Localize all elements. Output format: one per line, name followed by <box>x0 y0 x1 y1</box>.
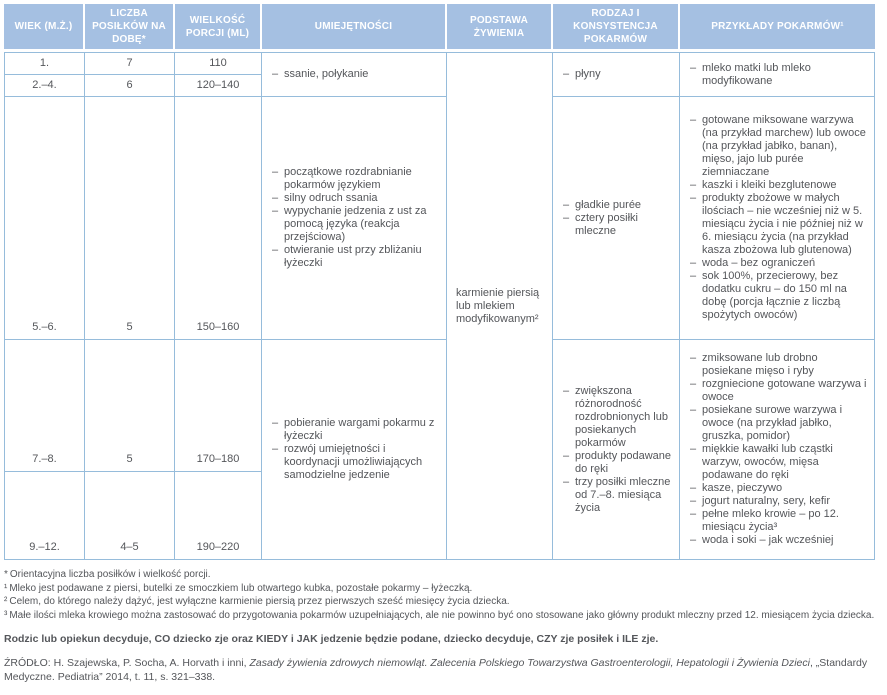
dash-bullet: – <box>690 534 697 546</box>
list-item: – produkty podawane do ręki <box>563 449 672 475</box>
portion-cell: 170–180 <box>175 340 262 472</box>
dash-bullet: – <box>690 257 697 269</box>
age-cell: 1. <box>4 52 85 75</box>
food-examples-cell-months-5-6 <box>680 97 875 340</box>
dash-bullet: – <box>690 192 697 204</box>
food-type-cell-months-5-6 <box>553 97 680 340</box>
dash-bullet: – <box>272 417 279 429</box>
portion-cell: 190–220 <box>175 472 262 560</box>
list-item: – gotowane miksowane warzywa (na przykład marchew) lub owoce (na przykład jabłko, banan), mięso, jajo lub purée ziemniaczane <box>690 114 866 178</box>
age-cell: 9.–12. <box>4 472 85 560</box>
dash-bullet: – <box>563 198 570 211</box>
dash-bullet: – <box>690 482 697 494</box>
food-examples-cell-months-7-12 <box>680 340 875 560</box>
footnote-2: ² Celem, do którego należy dążyć, jest wyłączne karmienie piersią przez pierwszych sześć miesięcy życia dziecka. <box>4 596 510 607</box>
table-row <box>4 52 875 75</box>
dash-bullet: – <box>690 404 697 416</box>
list-item: – cztery posiłki mleczne <box>563 211 638 237</box>
dash-bullet: – <box>690 495 697 507</box>
col-header-portion-size: WIELKOŚĆ PORCJI (ML) <box>175 4 262 52</box>
meals-cell: 7 <box>85 52 175 75</box>
list-item: – mleko matki lub mleko modyfikowane <box>690 61 811 87</box>
dash-bullet: – <box>690 179 697 191</box>
list-item: – miękkie kawałki lub cząstki warzyw, owoców, mięsa podawane do ręki <box>690 443 833 481</box>
dash-bullet: – <box>563 475 570 488</box>
source-prefix: ŹRÓDŁO: H. Szajewska, P. Socha, A. Horvath i inni, <box>4 657 250 669</box>
meals-cell: 4–5 <box>85 472 175 560</box>
dash-bullet: – <box>272 192 279 204</box>
list-item: – pobieranie wargami pokarmu z łyżeczki <box>272 417 435 442</box>
dash-bullet: – <box>690 352 697 364</box>
list-item: – pełne mleko krowie – po 12. miesiącu życia³ <box>690 508 839 533</box>
footnote-3: ³ Małe ilości mleka krowiego można zastosować do przygotowania pokarmów uzupełniających, ale nie powinno być ono stosowane jako główny produkt mleczny przed 12. miesiącem życia dziecka. <box>4 609 875 621</box>
dash-bullet: – <box>272 166 279 178</box>
footnote-asterisk: * Orientacyjna liczba posiłków i wielkość porcji. <box>4 569 211 580</box>
dash-bullet: – <box>563 211 570 224</box>
dash-bullet: – <box>272 244 279 256</box>
list-item: – sok 100%, przecierowy, bez dodatku cukru – do 150 ml na dobę (porcja łącznie z liczbą spożytych owoców) <box>690 270 847 321</box>
col-header-age: WIEK (M.Ż.) <box>4 4 85 52</box>
skills-cell-months-5-6 <box>262 97 447 340</box>
list-item: – początkowe rozdrabnianie pokarmów językiem <box>272 166 412 191</box>
infant-feeding-table <box>4 4 875 560</box>
meals-cell: 6 <box>85 75 175 97</box>
table-row <box>4 97 875 340</box>
dash-bullet: – <box>690 114 697 126</box>
meals-cell: 5 <box>85 340 175 472</box>
list-item: – zwiększona różnorodność rozdrobnionych lub posiekanych pokarmów <box>563 384 668 449</box>
list-item: – rozwój umiejętności i koordynacji umożliwiających samodzielne jedzenie <box>272 443 423 481</box>
list-item: – woda – bez ograniczeń <box>690 257 816 269</box>
age-cell: 5.–6. <box>4 97 85 340</box>
source-citation <box>4 656 876 684</box>
list-item: – posiekane surowe warzywa i owoce (na przykład jabłko, gruszka, pomidor) <box>690 404 843 442</box>
food-type-cell-months-7-12 <box>553 340 680 560</box>
col-header-meals-per-day: LICZBA POSIŁKÓW NA DOBĘ* <box>85 4 175 52</box>
col-header-food-examples: PRZYKŁADY POKARMÓW¹ <box>680 4 875 52</box>
food-type-cell-months-1-4 <box>553 52 680 97</box>
header-row <box>4 4 875 52</box>
footnote-1: ¹ Mleko jest podawane z piersi, butelki ze smoczkiem lub otwartego kubka, pozostałe pokarmy – łyżeczką. <box>4 582 473 594</box>
portion-cell: 150–160 <box>175 97 262 340</box>
list-item: – kaszki i kleiki bezglutenowe <box>690 179 837 191</box>
dash-bullet: – <box>563 449 570 462</box>
portion-cell: 110 <box>175 52 262 75</box>
skills-cell-months-1-4 <box>262 52 447 97</box>
list-item: – wypychanie jedzenia z ust za pomocą języka (reakcja przejściowa) <box>272 205 427 243</box>
table-row <box>4 340 875 472</box>
age-cell: 7.–8. <box>4 340 85 472</box>
dash-bullet: – <box>272 205 279 217</box>
dash-bullet: – <box>690 508 697 520</box>
source-suffix: , „Standardy Medyczne. Pediatria” 2014, t. 11, s. 321–338. <box>4 657 868 683</box>
source-title: Zasady żywienia zdrowych niemowląt. Zalecenia Polskiego Towarzystwa Gastroenterologii, Hepatologii i Żywienia Dzieci <box>249 657 810 669</box>
list-item: – trzy posiłki mleczne od 7.–8. miesiąca życia <box>563 475 671 514</box>
list-item: – silny odruch ssania <box>272 192 378 204</box>
portion-cell: 120–140 <box>175 75 262 97</box>
parent-child-decision-statement: Rodzic lub opiekun decyduje, CO dziecko zje oraz KIEDY i JAK jedzenie będzie podane, dziecko decyduje, CZY zje posiłek i ILE zje. <box>4 633 659 645</box>
feeding-basis-cell: karmienie piersią lub mlekiem modyfikowanym² <box>447 52 553 560</box>
dash-bullet: – <box>272 68 279 80</box>
dash-bullet: – <box>690 61 697 74</box>
dash-bullet: – <box>690 378 697 390</box>
list-item: – woda i soki – jak wcześniej <box>690 534 834 546</box>
age-cell: 2.–4. <box>4 75 85 97</box>
list-item: – kasze, pieczywo <box>690 482 783 494</box>
footnotes-block <box>4 568 876 622</box>
list-item: – płyny <box>563 68 601 80</box>
dash-bullet: – <box>563 68 570 80</box>
skills-cell-months-7-12 <box>262 340 447 560</box>
list-item: – zmiksowane lub drobno posiekane mięso i ryby <box>690 352 818 377</box>
list-item: – produkty zbożowe w małych ilościach – nie wcześniej niż w 5. miesiącu życia i nie później niż w 6. miesiącu życia (na przykład kasza zbożowa lub glutenowa) <box>690 192 863 256</box>
meals-cell: 5 <box>85 97 175 340</box>
dash-bullet: – <box>563 384 570 397</box>
col-header-food-type: RODZAJ I KONSYSTENCJA POKARMÓW <box>553 4 680 52</box>
dash-bullet: – <box>690 270 697 282</box>
list-item: – ssanie, połykanie <box>272 68 369 80</box>
list-item: – jogurt naturalny, sery, kefir <box>690 495 830 507</box>
dash-bullet: – <box>272 443 279 455</box>
list-item: – rozgniecione gotowane warzywa i owoce <box>690 378 867 403</box>
col-header-feeding-basis: PODSTAWA ŻYWIENIA <box>447 4 553 52</box>
food-examples-cell-months-1-4 <box>680 52 875 97</box>
list-item: – otwieranie ust przy zbliżaniu łyżeczki <box>272 244 422 269</box>
col-header-skills: UMIEJĘTNOŚCI <box>262 4 447 52</box>
dash-bullet: – <box>690 443 697 455</box>
list-item: – gładkie purée <box>563 198 642 211</box>
